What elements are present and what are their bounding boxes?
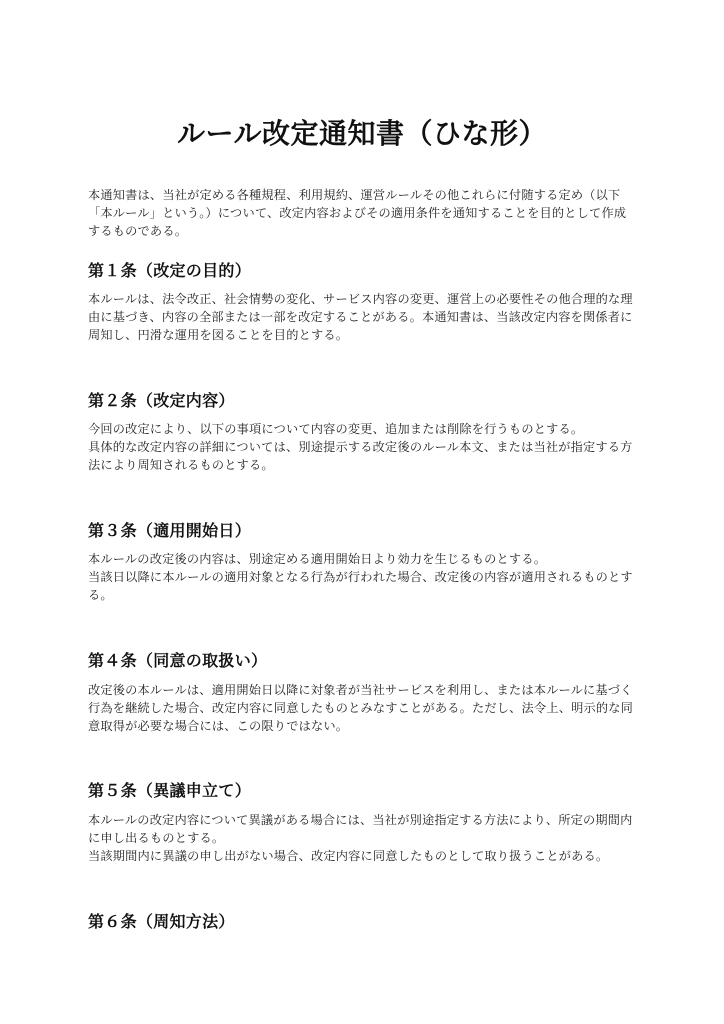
article-6-heading: 第６条（周知方法） xyxy=(88,912,235,931)
article-line: 本ルールは、法令改正、社会情勢の変化、サービス内容の変更、運営上の必要性その他合理的な理 xyxy=(88,292,633,306)
article-line: 本ルールの改定後の内容は、別途定める適用開始日より効力を生じるものとする。 xyxy=(88,552,547,566)
article-line: 当該日以降に本ルールの適用対象となる行為が行われた場合、改定後の内容が適用されるものとす xyxy=(88,570,633,584)
article-2-body xyxy=(88,420,640,474)
article-3-heading: 第３条（適用開始日） xyxy=(88,521,252,540)
article-line: 周知し、円滑な運用を図ることを目的とする。 xyxy=(88,328,349,342)
article-line: 今回の改定により、以下の事項について内容の変更、追加または削除を行うものとする。 xyxy=(88,422,584,436)
article-1-heading: 第１条（改定の目的） xyxy=(88,261,252,280)
article-line: 具体的な改定内容の詳細については、別途提示する改定後のルール本文、または当社が指定する方 xyxy=(88,440,633,454)
intro-line: するものである。 xyxy=(88,224,188,238)
document-title: ルール改定通知書（ひな形） xyxy=(177,117,547,150)
article-1-body xyxy=(88,290,640,344)
article-4-body xyxy=(88,681,640,735)
article-3-body xyxy=(88,550,640,604)
article-line: 意取得が必要な場合には、この限りではない。 xyxy=(88,719,349,733)
article-5-heading: 第５条（異議申立て） xyxy=(88,781,252,800)
article-line: 法により周知されるものとする。 xyxy=(88,458,274,472)
article-5-body xyxy=(88,811,640,865)
article-line: る。 xyxy=(88,588,113,602)
article-4-heading: 第４条（同意の取扱い） xyxy=(88,651,268,670)
intro-line: 「本ルール」という。）について、改定内容およびその適用条件を通知することを目的として作成 xyxy=(88,206,627,220)
article-line: に申し出るものとする。 xyxy=(88,831,225,845)
article-2-heading: 第２条（改定内容） xyxy=(88,391,235,410)
intro-paragraph xyxy=(88,186,640,240)
intro-line: 本通知書は、当社が定める各種規程、利用規約、運営ルールその他これらに付随する定め（以下 xyxy=(88,188,621,202)
article-line: 本ルールの改定内容について異議がある場合には、当社が別途指定する方法により、所定の期間内 xyxy=(88,813,633,827)
article-line: 由に基づき、内容の全部または一部を改定することがある。本通知書は、当該改定内容を関係者に xyxy=(88,310,633,324)
article-line: 改定後の本ルールは、適用開始日以降に対象者が当社サービスを利用し、または本ルールに基づく xyxy=(88,683,633,697)
article-line: 行為を継続した場合、改定内容に同意したものとみなすことがある。ただし、法令上、明示的な同 xyxy=(88,701,634,715)
article-line: 当該期間内に異議の申し出がない場合、改定内容に同意したものとして取り扱うことがある。 xyxy=(88,849,609,863)
